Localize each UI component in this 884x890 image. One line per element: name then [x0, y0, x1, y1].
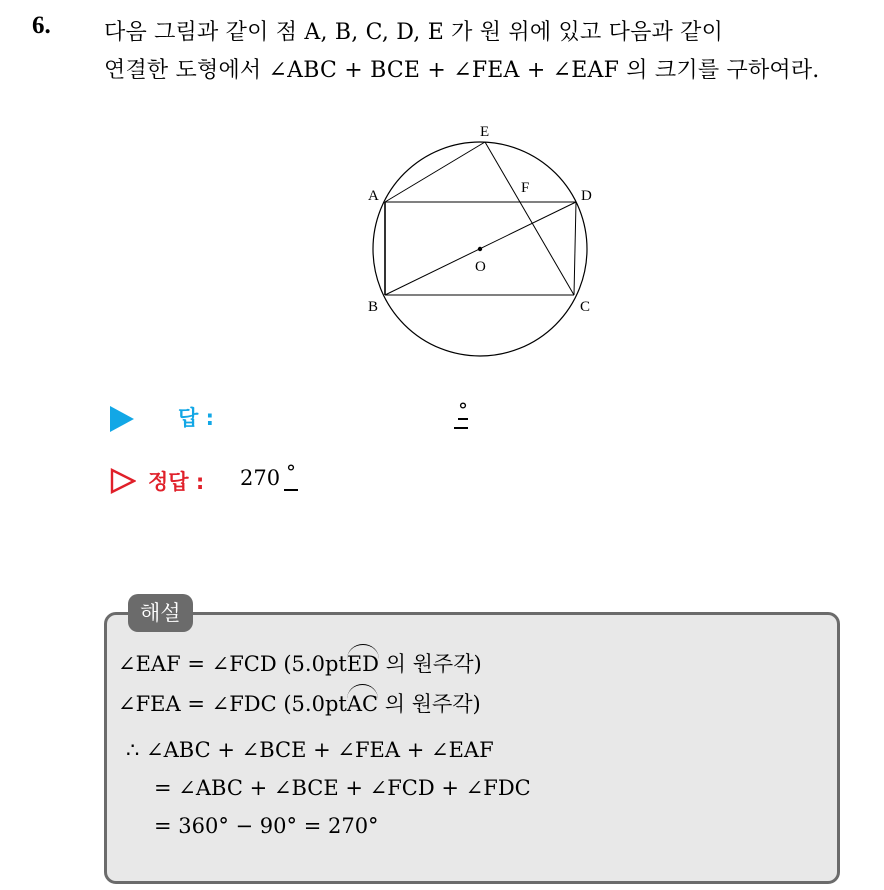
- solution-line-3: ∴ ∠ABC + ∠BCE + ∠FEA + ∠EAF: [126, 738, 494, 762]
- correct-answer-row: [108, 460, 528, 500]
- label-o: O: [475, 259, 486, 275]
- arc-ed: ED: [346, 652, 379, 676]
- correct-label: 정답 :: [148, 470, 205, 494]
- correct-value: 270: [240, 466, 281, 490]
- segment-ae: [385, 142, 485, 202]
- outline-triangle-icon: [110, 468, 136, 494]
- answer-unit: °: [458, 398, 468, 422]
- label-c: C: [580, 299, 591, 315]
- solution-line-1-tail: 의 원주각): [379, 652, 482, 676]
- solution-tag: 해설: [128, 594, 193, 632]
- segment-ec: [485, 142, 574, 295]
- arc-ac: AC: [346, 692, 379, 716]
- label-d: D: [581, 188, 592, 204]
- question-text: [104, 14, 874, 90]
- solution-line-4: = ∠ABC + ∠BCE + ∠FCD + ∠FDC: [154, 776, 531, 800]
- label-a: A: [368, 188, 379, 204]
- question-line-1: 다음 그림과 같이 점 A, B, C, D, E 가 원 위에 있고 다음과 같이: [104, 20, 724, 45]
- label-f: F: [521, 180, 530, 196]
- correct-unit: °: [286, 460, 296, 484]
- solution-line-2-text: ∠FEA = ∠FDC (5.0pt: [118, 692, 347, 716]
- solution-line-5: = 360° − 90° = 270°: [154, 814, 379, 838]
- question-number: 6.: [32, 12, 51, 39]
- correct-unit-underline: [284, 489, 298, 491]
- solution-line-1-text: ∠EAF = ∠FCD (5.0pt: [118, 652, 347, 676]
- circle-figure: [360, 118, 600, 368]
- solution-line-2-tail: 의 원주각): [378, 692, 481, 716]
- solution-line-2: [118, 688, 481, 718]
- answer-blank-underline: [454, 427, 468, 429]
- question-line-2: 연결한 도형에서 ∠ABC + BCE + ∠FEA + ∠EAF 의 크기를 구하여라.: [104, 58, 820, 83]
- center-dot: [478, 247, 482, 251]
- answer-row: [108, 398, 528, 438]
- answer-label: 답 :: [178, 406, 214, 430]
- label-e: E: [480, 124, 490, 140]
- label-b: B: [368, 299, 379, 315]
- segment-dc: [574, 202, 576, 295]
- solution-line-1: [118, 648, 482, 678]
- play-triangle-icon: [110, 406, 134, 432]
